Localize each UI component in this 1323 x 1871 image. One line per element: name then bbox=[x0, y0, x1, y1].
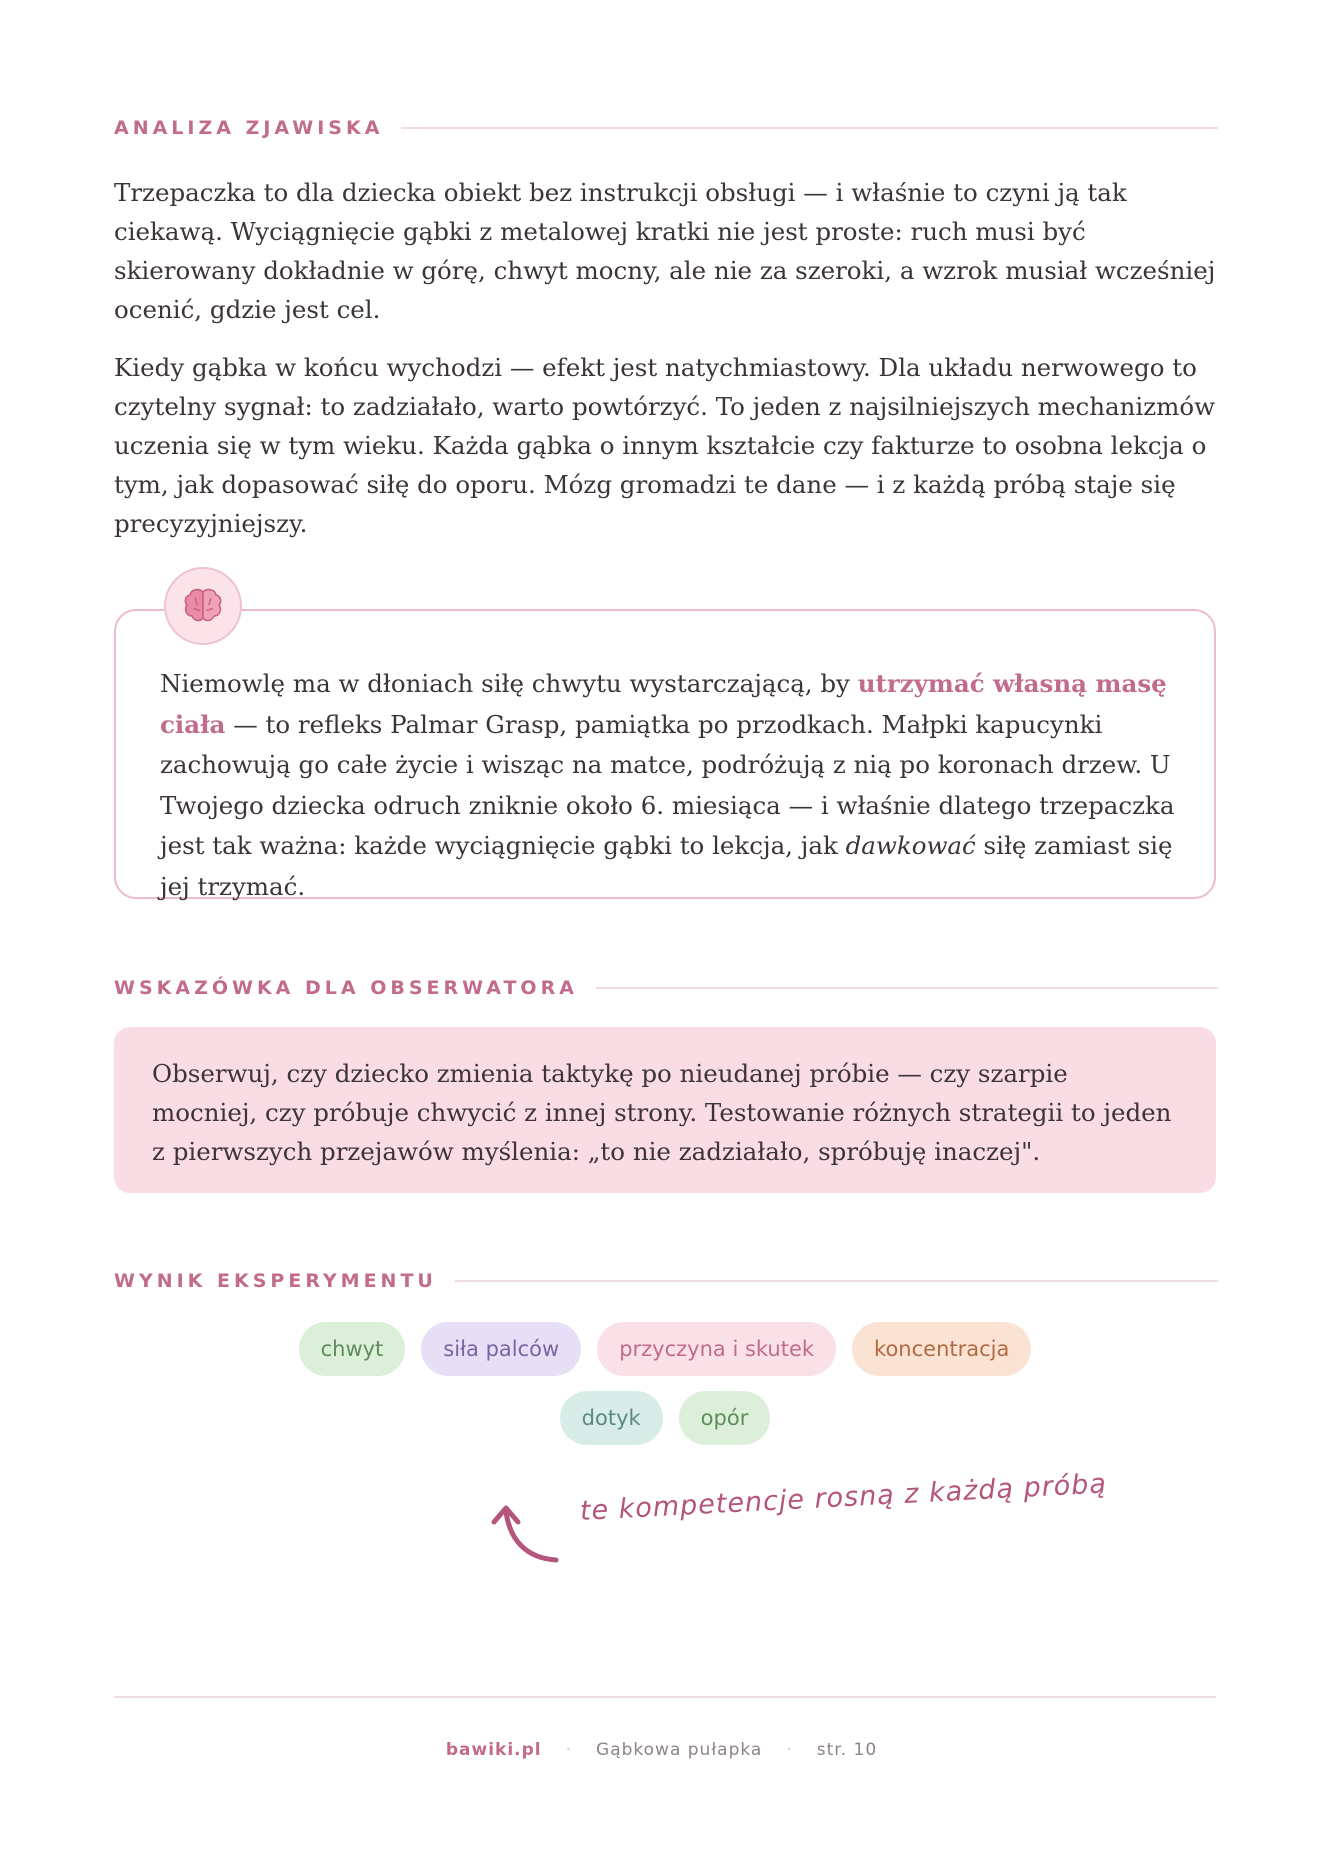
skill-tag-chwyt: chwyt bbox=[299, 1322, 406, 1376]
footer-page-number: str. 10 bbox=[816, 1740, 878, 1760]
handwritten-note: te kompetencje rosną z każdą próbą bbox=[579, 1468, 1108, 1527]
skill-tags-row-2 bbox=[114, 1391, 1216, 1445]
skill-tag-przyczyna-i-skutek: przyczyna i skutek bbox=[597, 1322, 836, 1376]
fact-text-part: Niemowlę ma w dłoniach siłę chwytu wystarczającą, by bbox=[160, 669, 858, 698]
curved-arrow-icon bbox=[490, 1500, 570, 1570]
result-heading-label: WYNIK EKSPERYMENTU bbox=[114, 1270, 437, 1292]
footer-title: Gąbkowa pułapka bbox=[596, 1740, 763, 1760]
footer-separator: · bbox=[565, 1740, 573, 1760]
footer-site[interactable]: bawiki.pl bbox=[445, 1740, 542, 1760]
skill-tag-koncentracja: koncentracja bbox=[852, 1322, 1031, 1376]
footer-separator: · bbox=[786, 1740, 793, 1760]
brain-icon bbox=[164, 567, 242, 645]
fact-highlight: utrzymać własną masę ciała bbox=[160, 669, 1167, 739]
observer-section-heading bbox=[114, 973, 1218, 1003]
skill-tag-dotyk: dotyk bbox=[560, 1391, 663, 1445]
fact-emphasis: dawkować bbox=[845, 831, 976, 860]
analysis-prose bbox=[114, 173, 1220, 543]
observer-heading-label: WSKAZÓWKA DLA OBSERWATORA bbox=[114, 977, 578, 999]
skill-tags-row-1 bbox=[114, 1322, 1216, 1376]
analysis-heading-label: ANALIZA ZJAWISKA bbox=[114, 117, 384, 139]
analysis-section-heading bbox=[114, 113, 1218, 143]
footer-divider bbox=[114, 1696, 1216, 1698]
analysis-paragraph: Kiedy gąbka w końcu wychodzi — efekt jest natychmiastowy. Dla układu nerwowego to czytelny sygnał: to zadziałało, warto powtórzyć. To jeden z najsilniejszych mechanizmów uczenia się w tym wieku. Każda gąbka o innym kształcie czy fakturze to osobna lekcja o tym, jak dopasować siłę do oporu. Mózg gromadzi te dane — i z każdą próbą staje się precyzyjniejszy. bbox=[114, 353, 1216, 538]
section-divider bbox=[455, 1280, 1218, 1282]
page-footer bbox=[0, 1740, 1323, 1760]
section-divider bbox=[596, 987, 1218, 989]
skill-tag-opor: opór bbox=[679, 1391, 771, 1445]
observer-tip-box bbox=[114, 1027, 1216, 1193]
fact-text-part: — to refleks Palmar Grasp, pamiątka po przodkach. Małpki kapucynki zachowują go całe życie i wisząc na matce, podróżują z nią po koronach drzew. U Twojego dziecka odruch zniknie około 6. miesiąca — i właśnie dlatego trzepaczka jest tak ważna: każde wyciągnięcie gąbki to lekcja, jak bbox=[160, 709, 1175, 860]
analysis-paragraph: Trzepaczka to dla dziecka obiekt bez instrukcji obsługi — i właśnie to czyni ją tak ciekawą. Wyciągnięcie gąbki z metalowej kratki nie jest proste: ruch musi być skierowany dokładnie w górę, chwyt mocny, ale nie za szeroki, a wzrok musiał wcześniej ocenić, gdzie jest cel. bbox=[114, 178, 1216, 324]
fact-text-part: siłę zamiast się jej trzymać. bbox=[160, 831, 1173, 901]
skill-tag-sila-palcow: siła palców bbox=[421, 1322, 581, 1376]
section-divider bbox=[401, 127, 1218, 129]
observer-tip-text: Obserwuj, czy dziecko zmienia taktykę po nieudanej próbie — czy szarpie mocniej, czy próbuje chwycić z innej strony. Testowanie różnych strategii to jeden z pierwszych przejawów myślenia: „to nie zadziałało, spróbuję inaczej". bbox=[152, 1059, 1172, 1166]
fact-callout-text bbox=[160, 664, 1200, 907]
result-section-heading bbox=[114, 1266, 1218, 1296]
